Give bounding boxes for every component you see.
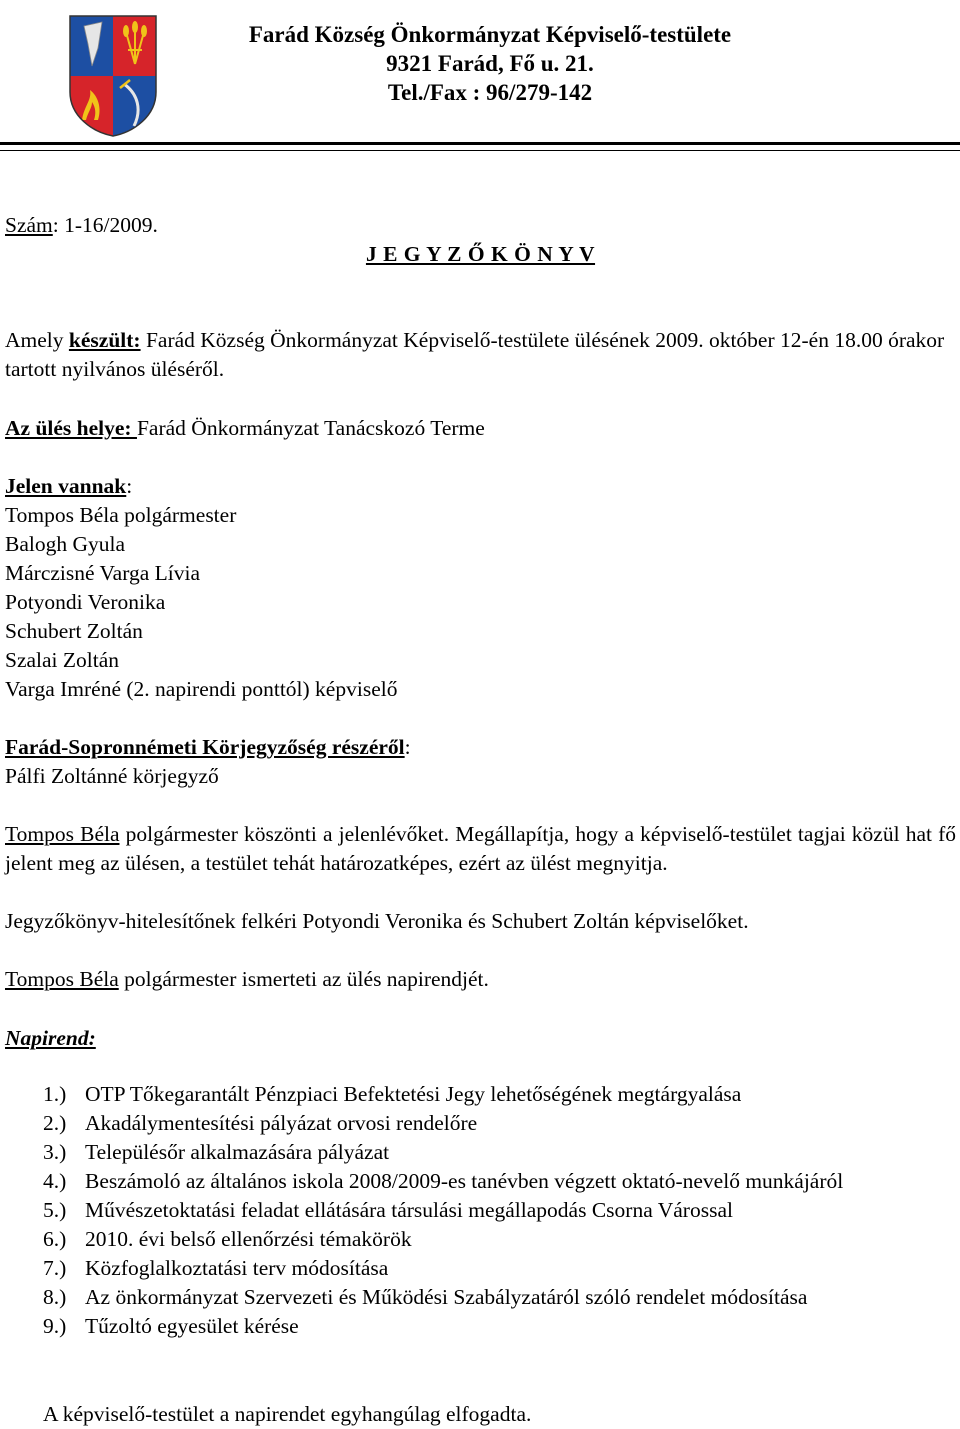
document-title: J E G Y Z Ő K Ö N Y V: [365, 242, 596, 266]
attendee-item: Schubert Zoltán: [5, 619, 143, 643]
org-address: 9321 Farád, Fő u. 21.: [386, 51, 594, 76]
agenda-item-text: Az önkormányzat Szervezeti és Működési Szabályzatáról szóló rendelet módosítása: [85, 1285, 808, 1309]
intro-label: készült:: [68, 328, 141, 352]
header-divider-thick: [0, 142, 960, 145]
attendees-label: Jelen vannak: [5, 474, 127, 498]
agenda-item-text: Közfoglalkoztatási terv módosítása: [85, 1256, 389, 1280]
opening-text: polgármester köszönti a jelenlévőket. Megállapítja, hogy a képviselő-testület tagjai közül hat fő jelent meg az ülésen, a testület tehát határozatképes, ezért az ülést megnyitja.: [5, 822, 956, 875]
attendee-item: Tompos Béla polgármester: [5, 503, 237, 527]
reference-value: : 1-16/2009.: [52, 213, 158, 237]
agenda-item-text: OTP Tőkegarantált Pénzpiaci Befektetési Jegy lehetőségének megtárgyalása: [85, 1082, 742, 1106]
agenda-intro-text: polgármester ismerteti az ülés napirendjét.: [118, 967, 489, 991]
agenda-item: [43, 1138, 956, 1167]
attendees-colon: :: [126, 474, 133, 498]
agenda-item-text: 2010. évi belső ellenőrzési témakörök: [85, 1227, 412, 1251]
agenda-item: [43, 1283, 956, 1312]
agenda-item: [43, 1167, 956, 1196]
attendee-item: Varga Imréné (2. napirendi ponttól) képviselő: [5, 677, 398, 701]
notary-section: [5, 733, 411, 791]
attendee-item: Balogh Gyula: [5, 532, 126, 556]
agenda-item-number: 3.): [43, 1140, 67, 1164]
agenda-list: [43, 1080, 956, 1341]
header-divider-thin: [0, 150, 960, 151]
agenda-item: [43, 1225, 956, 1254]
notary-label: Farád-Sopronnémeti Körjegyzőség részéről: [5, 735, 405, 759]
location-label: Az ülés helye:: [5, 416, 137, 440]
meeting-location: [5, 414, 485, 443]
agenda-item: [43, 1312, 956, 1341]
agenda-item-text: Beszámoló az általános iskola 2008/2009-es tanévben végzett oktató-nevelő munkájáról: [85, 1169, 844, 1193]
agenda-item: [43, 1080, 956, 1109]
agenda-item: [43, 1109, 956, 1138]
attendee-item: Márczisné Varga Lívia: [5, 561, 201, 585]
reference-number: [5, 211, 158, 240]
attendees-section: [5, 472, 397, 704]
agenda-item-number: 7.): [43, 1256, 67, 1280]
location-value: Farád Önkormányzat Tanácskozó Terme: [136, 416, 485, 440]
agenda-heading: Napirend:: [5, 1026, 96, 1050]
agenda-item-text: Településőr alkalmazására pályázat: [85, 1140, 390, 1164]
agenda-item-text: Művészetoktatási feladat ellátására társulási megállapodás Csorna Várossal: [85, 1198, 733, 1222]
agenda-item-number: 8.): [43, 1285, 67, 1309]
attendee-item: Potyondi Veronika: [5, 590, 166, 614]
agenda-item-text: Akadálymentesítési pályázat orvosi rendelőre: [85, 1111, 478, 1135]
opening-paragraph: [5, 820, 956, 878]
authenticators-paragraph: Jegyzőkönyv-hitelesítőnek felkéri Potyondi Veronika és Schubert Zoltán képviselőket.: [5, 909, 749, 933]
agenda-item-number: 6.): [43, 1227, 67, 1251]
org-phone: Tel./Fax : 96/279-142: [387, 80, 593, 105]
agenda-intro: [5, 965, 489, 994]
organization-header: [190, 20, 790, 107]
intro-prefix: Amely: [5, 328, 69, 352]
agenda-item-number: 9.): [43, 1314, 67, 1338]
mayor-name: Tompos Béla: [5, 822, 120, 846]
coat-of-arms-icon: [68, 14, 158, 138]
agenda-item: [43, 1254, 956, 1283]
agenda-item: [43, 1196, 956, 1225]
intro-text: Farád Község Önkormányzat Képviselő-testülete ülésének 2009. október 12-én 18.00 órakor tartott nyilvános üléséről.: [5, 328, 945, 381]
agenda-item-number: 4.): [43, 1169, 67, 1193]
municipal-crest: [68, 14, 158, 138]
intro-paragraph: [5, 326, 956, 384]
notary-colon: :: [404, 735, 411, 759]
org-name: Farád Község Önkormányzat Képviselő-testülete: [248, 22, 732, 47]
mayor-name: Tompos Béla: [5, 967, 119, 991]
agenda-item-number: 5.): [43, 1198, 67, 1222]
attendee-item: Szalai Zoltán: [5, 648, 120, 672]
agenda-item-text: Tűzoltó egyesület kérése: [85, 1314, 299, 1338]
notary-name: Pálfi Zoltánné körjegyző: [5, 764, 219, 788]
reference-label: Szám: [5, 213, 53, 237]
agenda-item-number: 1.): [43, 1082, 67, 1106]
closing-statement: A képviselő-testület a napirendet egyhangúlag elfogadta.: [43, 1402, 532, 1426]
agenda-item-number: 2.): [43, 1111, 67, 1135]
